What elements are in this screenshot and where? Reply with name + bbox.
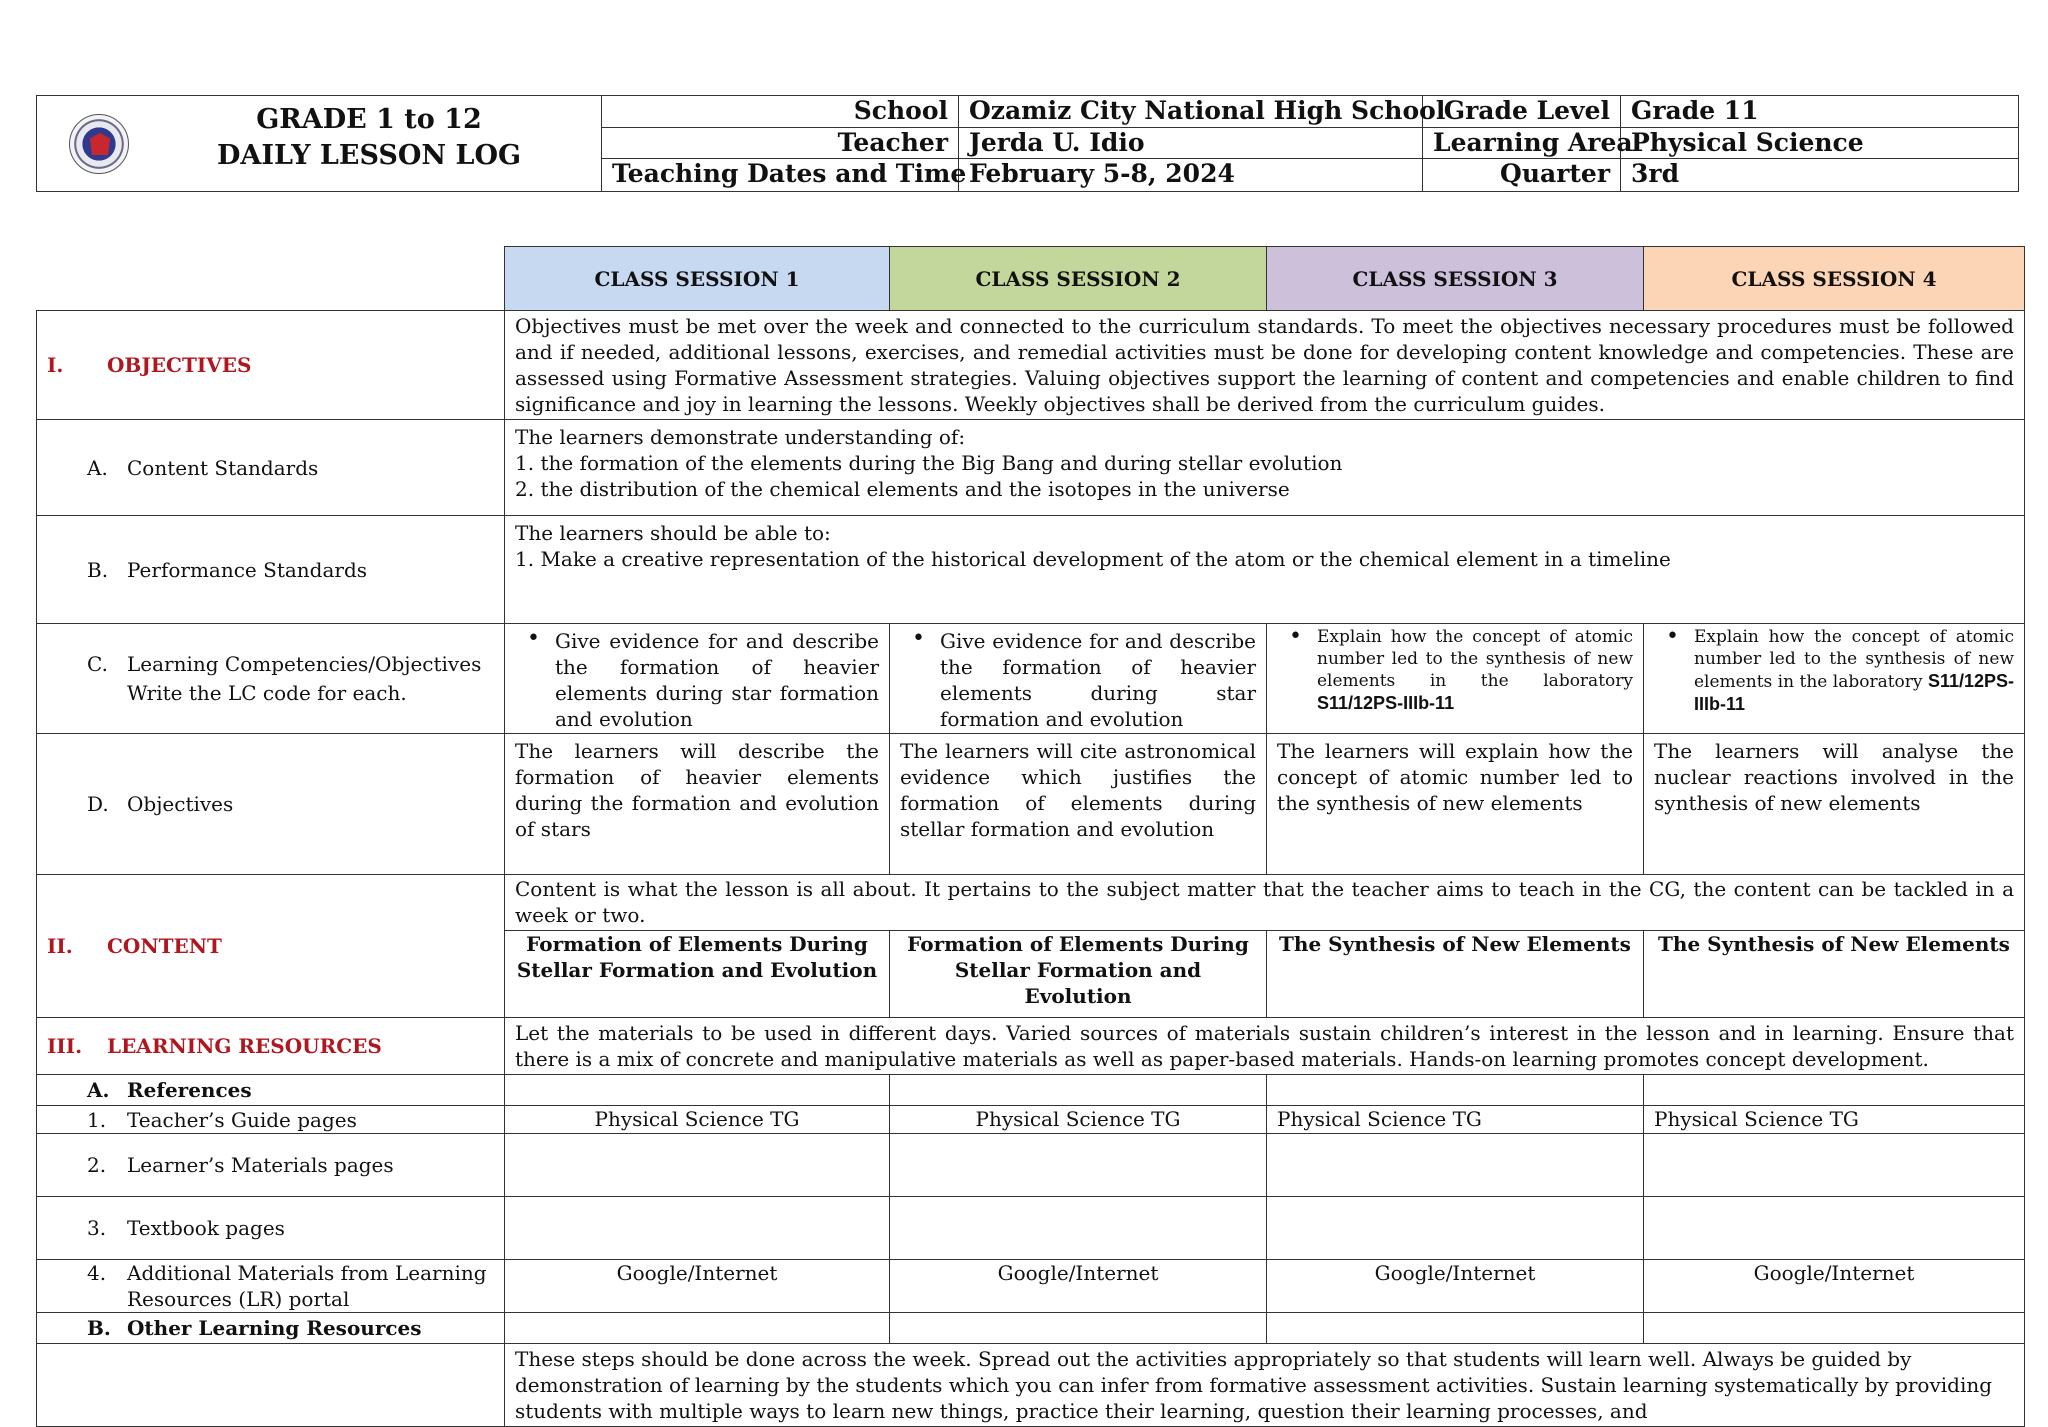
references-cell-1 — [505, 1075, 890, 1106]
resources-row — [37, 1018, 2025, 1075]
references-label — [37, 1075, 505, 1106]
objective-cell-4: The learners will analyse the nuclear reactions involved in the synthesis of new elements — [1644, 734, 2025, 875]
teachers-guide-cell-1: Physical Science TG — [505, 1106, 890, 1134]
resources-section-heading — [37, 1018, 505, 1075]
learners-materials-label — [37, 1134, 505, 1197]
bullet-icon: • — [1666, 624, 1679, 649]
daily-lesson-log-table — [36, 246, 2025, 1427]
other-resources-text: Other Learning Resources — [127, 1316, 422, 1340]
content-standards-label — [37, 420, 505, 516]
school-value: Ozamiz City National High School — [959, 96, 1423, 128]
content-num: II. — [47, 934, 73, 958]
header-title-line1: GRADE 1 to 12 — [256, 104, 482, 135]
learners-materials-text: Learner’s Materials pages — [127, 1153, 394, 1177]
teachers-guide-row — [37, 1106, 2025, 1134]
teachers-guide-cell-4: Physical Science TG — [1644, 1106, 2025, 1134]
competency-text-3: Explain how the concept of atomic number led to the synthesis of new elements in the laboratory — [1317, 627, 1633, 691]
content-section-heading — [37, 875, 505, 1018]
competency-text-1: Give evidence for and describe the formation of heavier elements during star formation and evolution — [555, 629, 879, 731]
objectives-title: OBJECTIVES — [107, 353, 252, 377]
objectives-section-heading — [37, 311, 505, 420]
teachers-guide-label — [37, 1106, 505, 1134]
bullet-icon: • — [527, 626, 540, 651]
textbook-cell-1 — [505, 1197, 890, 1260]
objectives-num: I. — [47, 353, 64, 377]
dates-label: Teaching Dates and Time — [602, 159, 959, 191]
content-standards-row — [37, 420, 2025, 516]
grade-level-label: Grade Level — [1423, 96, 1621, 128]
lesson-log-header — [36, 95, 2019, 192]
additional-materials-text: Additional Materials from Learning Resources (LR) portal — [127, 1261, 487, 1311]
header-title-line2: DAILY LESSON LOG — [216, 140, 522, 171]
session-header-row — [37, 247, 2025, 311]
content-topic-4: The Synthesis of New Elements — [1644, 931, 2025, 1018]
bullet-icon: • — [1289, 624, 1302, 649]
quarter-label: Quarter — [1423, 159, 1621, 191]
references-text: References — [127, 1078, 252, 1102]
teachers-guide-cell-3: Physical Science TG — [1267, 1106, 1644, 1134]
competency-text-4: Explain how the concept of atomic number led to the synthesis of new elements in the laboratory — [1694, 627, 2014, 692]
additional-materials-label — [37, 1260, 505, 1313]
competencies-label-line1: Learning Competencies/Objectives — [127, 651, 482, 676]
content-note-row — [37, 875, 2025, 931]
class-session-4-header: CLASS SESSION 4 — [1644, 247, 2025, 311]
class-session-3-header: CLASS SESSION 3 — [1267, 247, 1644, 311]
competency-cell-1 — [505, 624, 890, 734]
other-resources-label — [37, 1313, 505, 1344]
competency-code-4: S11/12PS-IIIb-11 — [1694, 671, 2014, 714]
textbook-row — [37, 1197, 2025, 1260]
references-letter: A. — [87, 1078, 110, 1102]
competencies-label — [37, 624, 505, 734]
competency-cell-4 — [1644, 624, 2025, 734]
resources-num: III. — [47, 1034, 83, 1058]
additional-materials-row — [37, 1260, 2025, 1313]
other-resources-letter: B. — [87, 1316, 111, 1340]
performance-standards-letter: B. — [87, 557, 109, 582]
teachers-guide-cell-2: Physical Science TG — [890, 1106, 1267, 1134]
references-cell-4 — [1644, 1075, 2025, 1106]
objective-cell-3: The learners will explain how the concept of atomic number led to the synthesis of new elements — [1267, 734, 1644, 875]
learners-materials-cell-4 — [1644, 1134, 2025, 1197]
other-resources-cell-2 — [890, 1313, 1267, 1344]
textbook-text: Textbook pages — [127, 1216, 285, 1240]
competencies-label-line2: Write the LC code for each. — [127, 680, 407, 705]
competency-code-3: S11/12PS-IIIb-11 — [1317, 693, 1455, 713]
textbook-label — [37, 1197, 505, 1260]
textbook-num: 3. — [87, 1216, 107, 1240]
textbook-cell-3 — [1267, 1197, 1644, 1260]
additional-materials-cell-3: Google/Internet — [1267, 1260, 1644, 1313]
other-resources-row — [37, 1313, 2025, 1344]
bullet-icon: • — [912, 626, 925, 651]
header-title-block — [37, 96, 602, 191]
dates-value: February 5-8, 2024 — [959, 159, 1423, 191]
performance-standards-label — [37, 516, 505, 624]
content-note: Content is what the lesson is all about. It pertains to the subject matter that the teacher aims to teach in the CG, the content can be tackled in a week or two. — [505, 875, 2025, 931]
content-title: CONTENT — [107, 934, 222, 958]
textbook-cell-2 — [890, 1197, 1267, 1260]
objectives-row — [37, 311, 2025, 420]
textbook-cell-4 — [1644, 1197, 2025, 1260]
specific-objectives-label — [37, 734, 505, 875]
additional-materials-cell-2: Google/Internet — [890, 1260, 1267, 1313]
additional-materials-cell-1: Google/Internet — [505, 1260, 890, 1313]
grade-level-value: Grade 11 — [1621, 96, 2018, 128]
performance-standards-value — [505, 516, 2025, 624]
competencies-letter: C. — [87, 651, 108, 676]
header-title — [147, 102, 591, 174]
procedures-note: These steps should be done across the week. Spread out the activities appropriately so that students will learn well. Always be guided by demonstration of learning by the students which you can infer from formative assessment activities. Sustain learning systematically by providing students with multiple ways to learn new things, practice their learning, question their learning processes, and — [505, 1344, 2025, 1427]
learning-area-value: Physical Science — [1621, 128, 2018, 160]
performance-standards-row — [37, 516, 2025, 624]
school-label: School — [602, 96, 959, 128]
teachers-guide-text: Teacher’s Guide pages — [127, 1107, 357, 1132]
content-standards-value — [505, 420, 2025, 516]
learners-materials-num: 2. — [87, 1153, 107, 1177]
other-resources-cell-1 — [505, 1313, 890, 1344]
learners-materials-cell-1 — [505, 1134, 890, 1197]
other-resources-cell-3 — [1267, 1313, 1644, 1344]
procedures-row — [37, 1344, 2025, 1427]
content-topic-1: Formation of Elements During Stellar Formation and Evolution — [505, 931, 890, 1018]
content-standards-line-1: 1. the formation of the elements during the Big Bang and during stellar evolution — [515, 451, 1343, 475]
learners-materials-cell-2 — [890, 1134, 1267, 1197]
specific-objectives-row — [37, 734, 2025, 875]
learning-area-label: Learning Area — [1423, 128, 1621, 160]
content-topic-3: The Synthesis of New Elements — [1267, 931, 1644, 1018]
specific-objectives-letter: D. — [87, 792, 109, 816]
specific-objectives-text: Objectives — [127, 792, 234, 816]
class-session-2-header: CLASS SESSION 2 — [890, 247, 1267, 311]
content-topic-2: Formation of Elements During Stellar Formation and Evolution — [890, 931, 1267, 1018]
header-info-grid — [602, 96, 2018, 191]
teacher-value: Jerda U. Idio — [959, 128, 1423, 160]
additional-materials-num: 4. — [87, 1261, 107, 1285]
competency-cell-3 — [1267, 624, 1644, 734]
learners-materials-row — [37, 1134, 2025, 1197]
content-standards-letter: A. — [87, 455, 108, 480]
performance-standards-text: Performance Standards — [127, 557, 368, 582]
teachers-guide-num: 1. — [87, 1107, 107, 1132]
performance-standards-line-1: 1. Make a creative representation of the historical development of the atom or the chemical element in a timeline — [515, 547, 1671, 571]
references-row — [37, 1075, 2025, 1106]
competencies-row — [37, 624, 2025, 734]
objectives-note: Objectives must be met over the week and connected to the curriculum standards. To meet the objectives necessary procedures must be followed and if needed, additional lessons, exercises, and remedial activities must be done for developing content knowledge and competencies. These are assessed using Formative Assessment strategies. Valuing objectives support the learning of content and competencies and enable children to find significance and joy in learning the lessons. Weekly objectives shall be derived from the curriculum guides. — [505, 311, 2025, 420]
content-standards-text: Content Standards — [127, 455, 319, 480]
performance-standards-line-0: The learners should be able to: — [515, 521, 831, 545]
objective-cell-1: The learners will describe the formation of heavier elements during the formation and evolution of stars — [505, 734, 890, 875]
corner-cell — [37, 247, 505, 311]
resources-note: Let the materials to be used in different days. Varied sources of materials sustain children’s interest in the lesson and in learning. Ensure that there is a mix of concrete and manipulative materials as well as paper-based materials. Hands-on learning promotes concept development. — [505, 1018, 2025, 1075]
references-cell-3 — [1267, 1075, 1644, 1106]
content-standards-line-2: 2. the distribution of the chemical elements and the isotopes in the universe — [515, 477, 1290, 501]
additional-materials-cell-4: Google/Internet — [1644, 1260, 2025, 1313]
competency-text-2: Give evidence for and describe the formation of heavier elements during star formation and evolution — [940, 629, 1256, 731]
competency-cell-2 — [890, 624, 1267, 734]
resources-title: LEARNING RESOURCES — [107, 1034, 382, 1058]
teacher-label: Teacher — [602, 128, 959, 160]
procedures-label-cell — [37, 1344, 505, 1427]
deped-seal-icon — [69, 114, 129, 174]
objective-cell-2: The learners will cite astronomical evidence which justifies the formation of elements during stellar formation and evolution — [890, 734, 1267, 875]
other-resources-cell-4 — [1644, 1313, 2025, 1344]
quarter-value: 3rd — [1631, 159, 1680, 189]
references-cell-2 — [890, 1075, 1267, 1106]
class-session-1-header: CLASS SESSION 1 — [505, 247, 890, 311]
learners-materials-cell-3 — [1267, 1134, 1644, 1197]
content-standards-line-0: The learners demonstrate understanding of: — [515, 425, 966, 449]
